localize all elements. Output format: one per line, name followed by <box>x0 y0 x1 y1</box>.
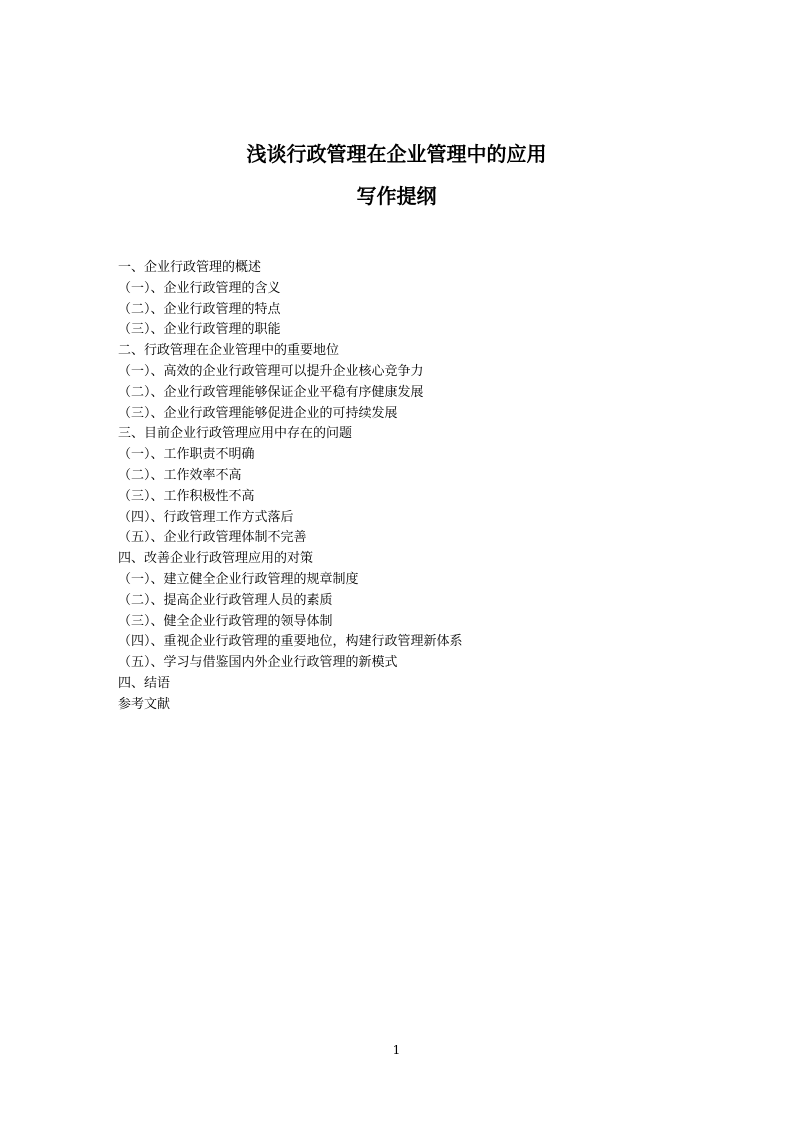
outline-item: （四）、重视企业行政管理的重要地位，构建行政管理新体系 <box>118 634 463 650</box>
outline-item: （二）、工作效率不高 <box>118 467 242 483</box>
outline-item: （三）、工作积极性不高 <box>118 488 255 504</box>
outline-item: 二、行政管理在企业管理中的重要地位 <box>118 343 340 359</box>
outline-item: （三）、健全企业行政管理的领导体制 <box>118 613 333 629</box>
page-number: 1 <box>392 1043 401 1057</box>
document-title: 浅谈行政管理在企业管理中的应用 <box>246 142 547 166</box>
outline-item: （四）、行政管理工作方式落后 <box>118 509 294 525</box>
outline-item: （一）、建立健全企业行政管理的规章制度 <box>118 571 359 587</box>
outline-item: （二）、企业行政管理的特点 <box>118 301 281 317</box>
outline-item: （五）、学习与借鉴国内外企业行政管理的新模式 <box>118 655 398 671</box>
outline-item: （五）、企业行政管理体制不完善 <box>118 530 307 546</box>
outline-item: （一）、企业行政管理的含义 <box>118 280 281 296</box>
outline-list <box>118 258 758 716</box>
outline-item: （三）、企业行政管理的职能 <box>118 322 281 338</box>
outline-item: 参考文献 <box>118 696 171 712</box>
document-subtitle: 写作提纲 <box>356 184 437 208</box>
outline-item: （二）、企业行政管理能够保证企业平稳有序健康发展 <box>118 384 424 400</box>
outline-item: （一）、高效的企业行政管理可以提升企业核心竞争力 <box>118 363 424 379</box>
outline-item: （三）、企业行政管理能够促进企业的可持续发展 <box>118 405 398 421</box>
outline-item: （一）、工作职责不明确 <box>118 447 255 463</box>
outline-item: 三、目前企业行政管理应用中存在的问题 <box>118 426 353 442</box>
outline-item: 四、改善企业行政管理应用的对策 <box>118 551 314 567</box>
outline-item: （二）、提高企业行政管理人员的素质 <box>118 592 333 608</box>
outline-item: 四、结语 <box>118 675 171 691</box>
outline-item: 一、企业行政管理的概述 <box>118 260 262 275</box>
